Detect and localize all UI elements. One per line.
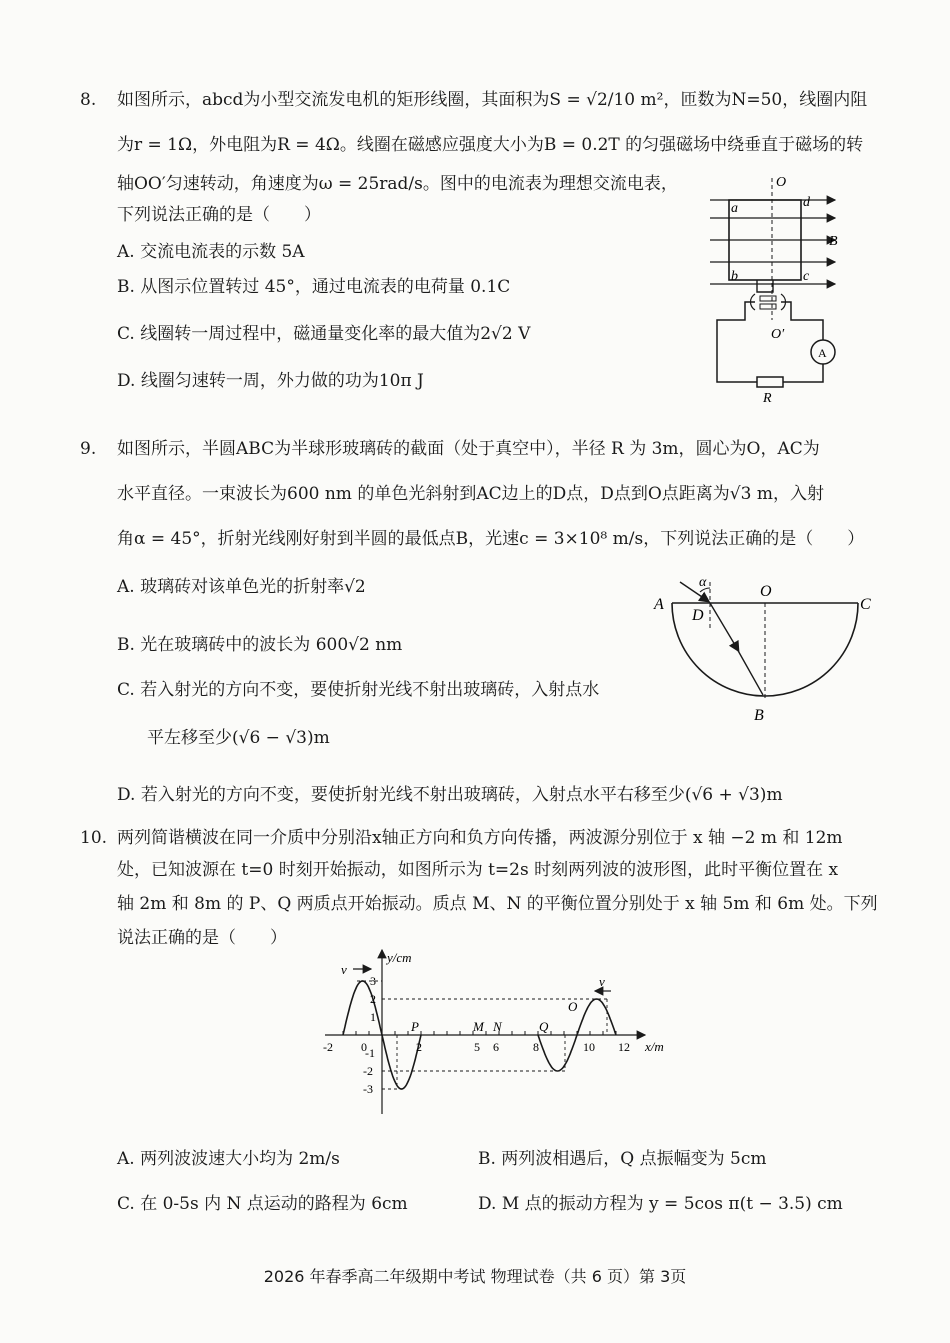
- xtick-0: 0: [361, 1040, 367, 1054]
- point-o: O: [568, 999, 578, 1014]
- ytick-3: 3: [370, 974, 376, 988]
- label-c: c: [803, 269, 810, 284]
- label-b-field: B: [829, 234, 838, 249]
- q8-option-a: A. 交流电流表的示数 5A: [117, 242, 305, 262]
- label-o-prime: O′: [771, 327, 785, 342]
- label-r: R: [763, 391, 772, 405]
- velocity-left: v: [341, 962, 347, 977]
- xtick-6: 6: [493, 1040, 499, 1054]
- label-b: b: [731, 269, 738, 284]
- label-alpha: α: [699, 575, 707, 590]
- question-9-number: 9.: [80, 439, 97, 459]
- q9-option-c: C. 若入射光的方向不变，要使折射光线不射出玻璃砖，入射点水: [117, 680, 600, 700]
- point-p: P: [411, 1019, 419, 1034]
- label-a: A: [654, 596, 664, 613]
- label-o: O: [760, 583, 772, 600]
- label-o: O: [776, 175, 787, 190]
- ytick-m3: -3: [363, 1082, 373, 1096]
- refracted-ray: [736, 647, 763, 695]
- q10-option-a: A. 两列波波速大小均为 2m/s: [117, 1149, 340, 1169]
- q10-line-3: 轴 2m 和 8m 的 P、Q 两质点开始振动。质点 M、N 的平衡位置分别处于 x 轴 5m 和 6m 处。下列: [117, 894, 878, 914]
- label-c: C: [860, 596, 871, 613]
- xtick-8: 8: [533, 1040, 539, 1054]
- xtick-2: 2: [416, 1040, 422, 1054]
- resistor-r: [757, 377, 783, 387]
- q8-line-2: 为r = 1Ω，外电阻为R = 4Ω。线圈在磁感应强度大小为B = 0.2T 的匀强磁场中绕垂直于磁场的转: [117, 135, 864, 155]
- q9-option-b: B. 光在玻璃砖中的波长为 600√2 nm: [117, 635, 403, 655]
- q9-line-2: 水平直径。一束波长为600 nm 的单色光斜射到AC边上的D点，D点到O点距离为√3 m，入射: [117, 484, 824, 504]
- q10-line-2: 处，已知波源在 t=0 时刻开始振动，如图所示为 t=2s 时刻两列波的波形图，此时平衡位置在 x: [117, 860, 839, 880]
- q8-line-1: 如图所示，abcd为小型交流发电机的矩形线圈，其面积为S = √2/10 m²，匝数为N=50，线圈内阻: [117, 90, 868, 110]
- point-q: Q: [539, 1019, 549, 1034]
- label-d: d: [803, 195, 810, 210]
- ytick-m1: -1: [365, 1046, 375, 1060]
- q10-line-1: 两列简谐横波在同一介质中分别沿x轴正方向和负方向传播，两波源分别位于 x 轴 −2 m 和 12m: [117, 828, 843, 848]
- page-footer: 2026 年春季高二年级期中考试 物理试卷（共 6 页）第 3页: [263, 1267, 687, 1286]
- q10-option-d: D. M 点的振动方程为 y = 5cos π(t − 3.5) cm: [478, 1194, 843, 1214]
- y-axis-label: y/cm: [387, 950, 412, 965]
- q8-line-3: 轴OO′匀速转动，角速度为ω = 25rad/s。图中的电流表为理想交流电表，: [117, 174, 678, 194]
- xtick-10: 10: [583, 1040, 595, 1054]
- q10-wave-figure: [315, 944, 675, 1124]
- q8-option-b: B. 从图示位置转过 45°，通过电流表的电荷量 0.1C: [117, 277, 511, 297]
- xtick-5: 5: [474, 1040, 480, 1054]
- label-d: D: [692, 607, 704, 624]
- xtick-m2: -2: [323, 1040, 333, 1054]
- label-a: a: [731, 201, 738, 216]
- q8-generator-figure: [705, 170, 875, 405]
- question-8-number: 8.: [80, 90, 97, 110]
- q10-option-c: C. 在 0-5s 内 N 点运动的路程为 6cm: [117, 1194, 408, 1214]
- ytick-m2: -2: [363, 1064, 373, 1078]
- q10-line-4: 说法正确的是（ ）: [117, 928, 287, 948]
- q9-option-c-cont: 平左移至少(√6 − √3)m: [147, 728, 330, 748]
- q9-line-1: 如图所示，半圆ABC为半球形玻璃砖的截面（处于真空中），半径 R 为 3m，圆心为O，AC为: [117, 439, 820, 459]
- q9-line-3: 角α = 45°，折射光线刚好射到半圆的最低点B，光速c = 3×10⁸ m/s，下列说法正确的是（ ）: [117, 529, 865, 549]
- q8-line-4: 下列说法正确的是（ ）: [117, 205, 321, 225]
- q9-semicircle-figure: [650, 570, 880, 730]
- ytick-1: 1: [370, 1010, 376, 1024]
- q8-option-c: C. 线圈转一周过程中，磁通量变化率的最大值为2√2 V: [117, 324, 531, 344]
- xtick-12: 12: [618, 1040, 630, 1054]
- q9-option-a: A. 玻璃砖对该单色光的折射率√2: [117, 577, 366, 597]
- q10-option-b: B. 两列波相遇后，Q 点振幅变为 5cm: [478, 1149, 767, 1169]
- question-10-number: 10.: [80, 828, 108, 848]
- q9-option-d: D. 若入射光的方向不变，要使折射光线不射出玻璃砖，入射点水平右移至少(√6 + √3)m: [117, 785, 783, 805]
- x-axis-label: x/m: [645, 1039, 664, 1054]
- label-ammeter-a: A: [818, 346, 827, 360]
- ytick-2: 2: [370, 992, 376, 1006]
- label-b: B: [754, 707, 764, 724]
- point-m: M: [473, 1019, 484, 1034]
- point-n: N: [493, 1019, 502, 1034]
- q8-option-d: D. 线圈匀速转一周，外力做的功为10π J: [117, 371, 424, 391]
- velocity-right: v: [599, 974, 605, 989]
